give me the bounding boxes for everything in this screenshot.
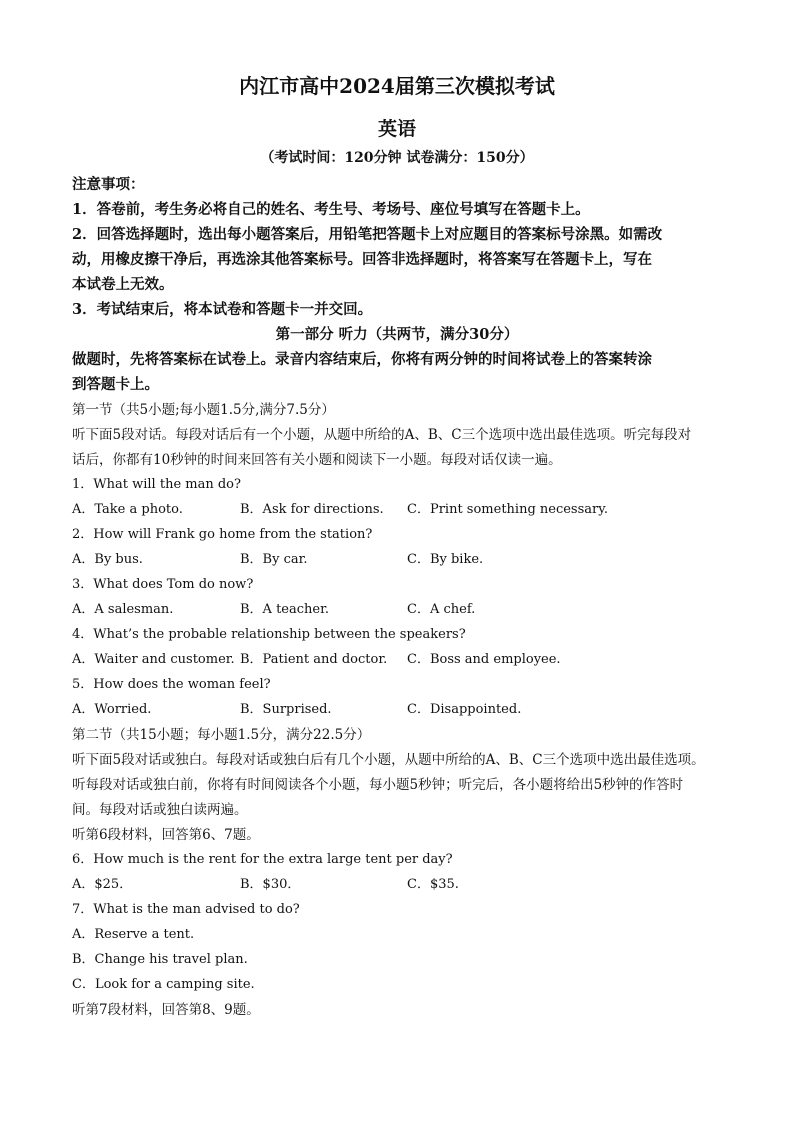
exam-title: 内江市高中2024届第三次模拟考试 <box>239 74 555 98</box>
q6-option-b: B．$30． <box>240 877 301 892</box>
section2-heading: 第二节（共15小题；每小题1.5分，满分22.5分） <box>72 727 371 743</box>
question-7: 7．What is the man advised to do? <box>72 902 300 917</box>
q5-option-a: A．Worried. <box>72 702 152 717</box>
q3-option-c: C．A chef. <box>407 602 476 617</box>
q4-option-b: B．Patient and doctor. <box>240 652 388 667</box>
question-5: 5．How does the woman feel? <box>72 677 271 692</box>
note-3: 3．考试结束后，将本试卷和答题卡一并交回。 <box>72 301 373 318</box>
q4-option-a: A．Waiter and customer. <box>72 652 235 667</box>
question-3: 3．What does Tom do now? <box>72 577 254 592</box>
q4-option-c: C．Boss and employee. <box>407 652 561 667</box>
material-7-instruction: 听第7段材料，回答第8、9题。 <box>72 1002 260 1018</box>
q3-option-a: A．A salesman. <box>72 602 174 617</box>
note-1: 1．答卷前，考生务必将自己的姓名、考生号、考场号、座位号填写在答题卡上。 <box>72 201 590 218</box>
q1-option-b: B．Ask for directions. <box>240 502 384 517</box>
q6-option-a: A．$25． <box>72 877 133 892</box>
q7-option-c: C．Look for a camping site. <box>72 977 255 992</box>
question-6: 6．How much is the rent for the extra large tent per day? <box>72 852 453 867</box>
subject-title: 英语 <box>377 118 416 140</box>
section1-heading: 第一节（共5小题;每小题1.5分,满分7.5分） <box>72 402 335 418</box>
note-2-line-2: 动，用橡皮擦干净后，再选涂其他答案标号。回答非选择题时，将答案写在答题卡上，写在 <box>72 251 652 268</box>
section2-intro-line-3: 间。每段对话或独白读两遍。 <box>72 802 248 818</box>
question-1: 1．What will the man do? <box>72 477 241 492</box>
part1-heading: 第一部分 听力（共两节，满分30分） <box>275 326 519 343</box>
section1-intro-line-1: 听下面5段对话。每段对话后有一个小题，从题中所给的A、B、C三个选项中选出最佳选项。听完每段对 <box>72 427 692 443</box>
q1-option-a: A．Take a photo. <box>72 502 183 517</box>
q7-option-a: A．Reserve a tent. <box>72 927 195 942</box>
q7-option-b: B．Change his travel plan. <box>72 952 248 967</box>
part1-intro-line-1: 做题时，先将答案标在试卷上。录音内容结束后，你将有两分钟的时间将试卷上的答案转涂 <box>72 351 652 368</box>
q1-option-c: C．Print something necessary. <box>407 502 608 517</box>
section2-intro-line-2: 听每段对话或独白前，你将有时间阅读各个小题，每小题5秒钟；听完后，各小题将给出5秒钟的作答时 <box>72 777 684 793</box>
note-2-line-3: 本试卷上无效。 <box>72 276 174 293</box>
section2-intro-line-1: 听下面5段对话或独白。每段对话或独白后有几个小题，从题中所给的A、B、C三个选项中选出最佳选项。 <box>72 752 705 768</box>
part1-intro-line-2: 到答题卡上。 <box>72 376 159 393</box>
section1-intro-line-2: 话后，你都有10秒钟的时间来回答有关小题和阅读下一小题。每段对话仅读一遍。 <box>72 452 562 468</box>
q2-option-a: A．By bus. <box>72 552 143 567</box>
q6-option-c: C．$35. <box>407 877 459 892</box>
q2-option-c: C．By bike. <box>407 552 484 567</box>
question-4: 4．What’s the probable relationship between the speakers? <box>72 627 466 642</box>
q5-option-b: B．Surprised. <box>240 702 332 717</box>
q2-option-b: B．By car. <box>240 552 308 567</box>
q5-option-c: C．Disappointed. <box>407 702 522 717</box>
note-2-line-1: 2．回答选择题时，选出每小题答案后，用铅笔把答题卡上对应题目的答案标号涂黑。如需改 <box>72 226 663 243</box>
exam-info: （考试时间：120分钟 试卷满分：150分） <box>260 150 534 166</box>
material-6-instruction: 听第6段材料，回答第6、7题。 <box>72 827 260 843</box>
notes-heading: 注意事项： <box>72 176 145 193</box>
question-2: 2．How will Frank go home from the station? <box>72 527 373 542</box>
q3-option-b: B．A teacher. <box>240 602 330 617</box>
